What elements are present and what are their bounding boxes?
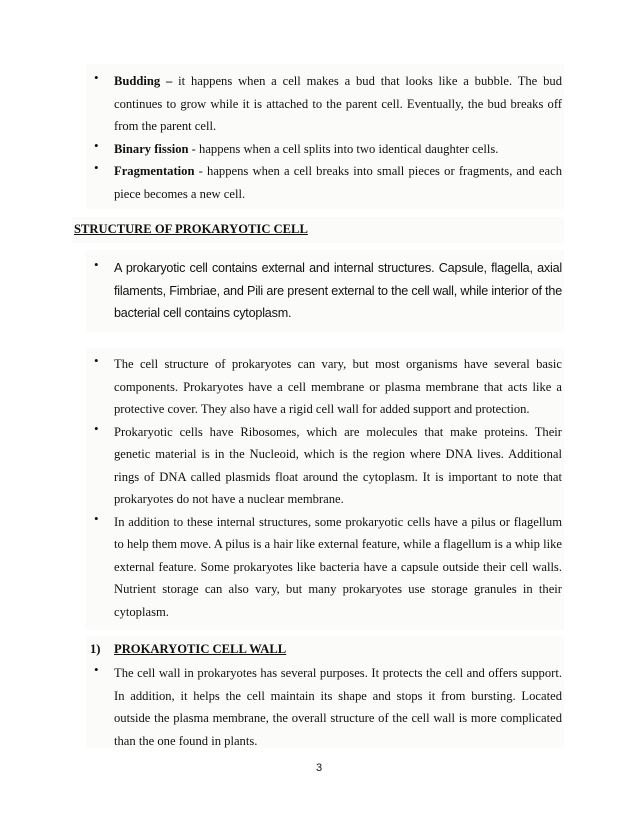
reproduction-list xyxy=(86,70,562,205)
list-item-ribosomes xyxy=(86,421,562,511)
cell-wall-text: The cell wall in prokaryotes has several purposes. It protects the cell and offers support. In addition, it helps the cell maintain its shape and stops it from bursting. Located outside the plasma membrane, the overall structure of the cell wall is more complicated than the one found in plants. xyxy=(114,666,562,748)
section-heading-structure: STRUCTURE OF PROKARYOTIC CELL xyxy=(74,222,308,236)
cell-wall-number: 1) xyxy=(90,642,101,656)
list-item-cell-structure xyxy=(86,353,562,421)
budding-text: it happens when a cell makes a bud that looks like a bubble. The bud continues to grow while it is attached to the parent cell. Eventually, the bud breaks off from the parent cell. xyxy=(114,74,562,133)
bullet-icon: • xyxy=(94,137,99,153)
term-fragmentation: Fragmentation xyxy=(114,164,195,178)
list-item-fragmentation xyxy=(86,160,562,205)
cell-wall-list xyxy=(86,662,562,752)
term-binary-fission: Binary fission xyxy=(114,141,189,156)
list-item-binary-fission xyxy=(86,138,562,161)
bullet-icon: • xyxy=(94,510,99,526)
fragmentation-text: - happens when a cell breaks into small pieces or fragments, and each piece becomes a new cell. xyxy=(114,164,562,201)
list-item-budding xyxy=(86,70,562,138)
bullet-icon: • xyxy=(94,257,99,272)
structure-list-2 xyxy=(86,353,562,623)
cell-structure-text: The cell structure of prokaryotes can vary, but most organisms have several basic components. Prokaryotes have a cell membrane or plasma membrane that acts like a protective cover. They also have a rigid cell wall for added support and protection. xyxy=(114,357,562,416)
page-number: 3 xyxy=(315,762,323,774)
list-item-external-features xyxy=(86,511,562,624)
binary-fission-text: - happens when a cell splits into two identical daughter cells. xyxy=(188,141,499,156)
bullet-icon: • xyxy=(94,662,99,677)
bullet-icon: • xyxy=(94,420,99,436)
structure-list-1 xyxy=(86,257,562,325)
bullet-icon: • xyxy=(94,160,99,175)
ribosomes-text: Prokaryotic cells have Ribosomes, which are molecules that make proteins. Their genetic material is in the Nucleoid, which is the region where DNA lives. Additional rings of DNA called plasmids float around the cytoplasm. It is important to note that prokaryotes do not have a nuclear membrane. xyxy=(114,424,562,506)
section-heading-cell-wall: PROKARYOTIC CELL WALL xyxy=(114,642,287,656)
external-features-text: In addition to these internal structures, some prokaryotic cells have a pilus or flagellum to help them move. A pilus is a hair like external feature, while a flagellum is a whip like external feature. Some prokaryotes like bacteria have a capsule outside their cell walls. Nutrient storage can also vary, but many prokaryotes use storage granules in their cytoplasm. xyxy=(114,514,562,619)
structure-overview-text: A prokaryotic cell contains external and internal structures. Capsule, flagella, axial filaments, Fimbriae, and Pili are present external to the cell wall, while interior of the bacterial cell contains cytoplasm. xyxy=(114,261,562,320)
term-budding: Budding – xyxy=(114,74,173,88)
bullet-icon: • xyxy=(94,70,99,85)
list-item-structure-overview xyxy=(86,257,562,325)
list-item-cell-wall xyxy=(86,662,562,752)
bullet-icon: • xyxy=(94,353,99,368)
